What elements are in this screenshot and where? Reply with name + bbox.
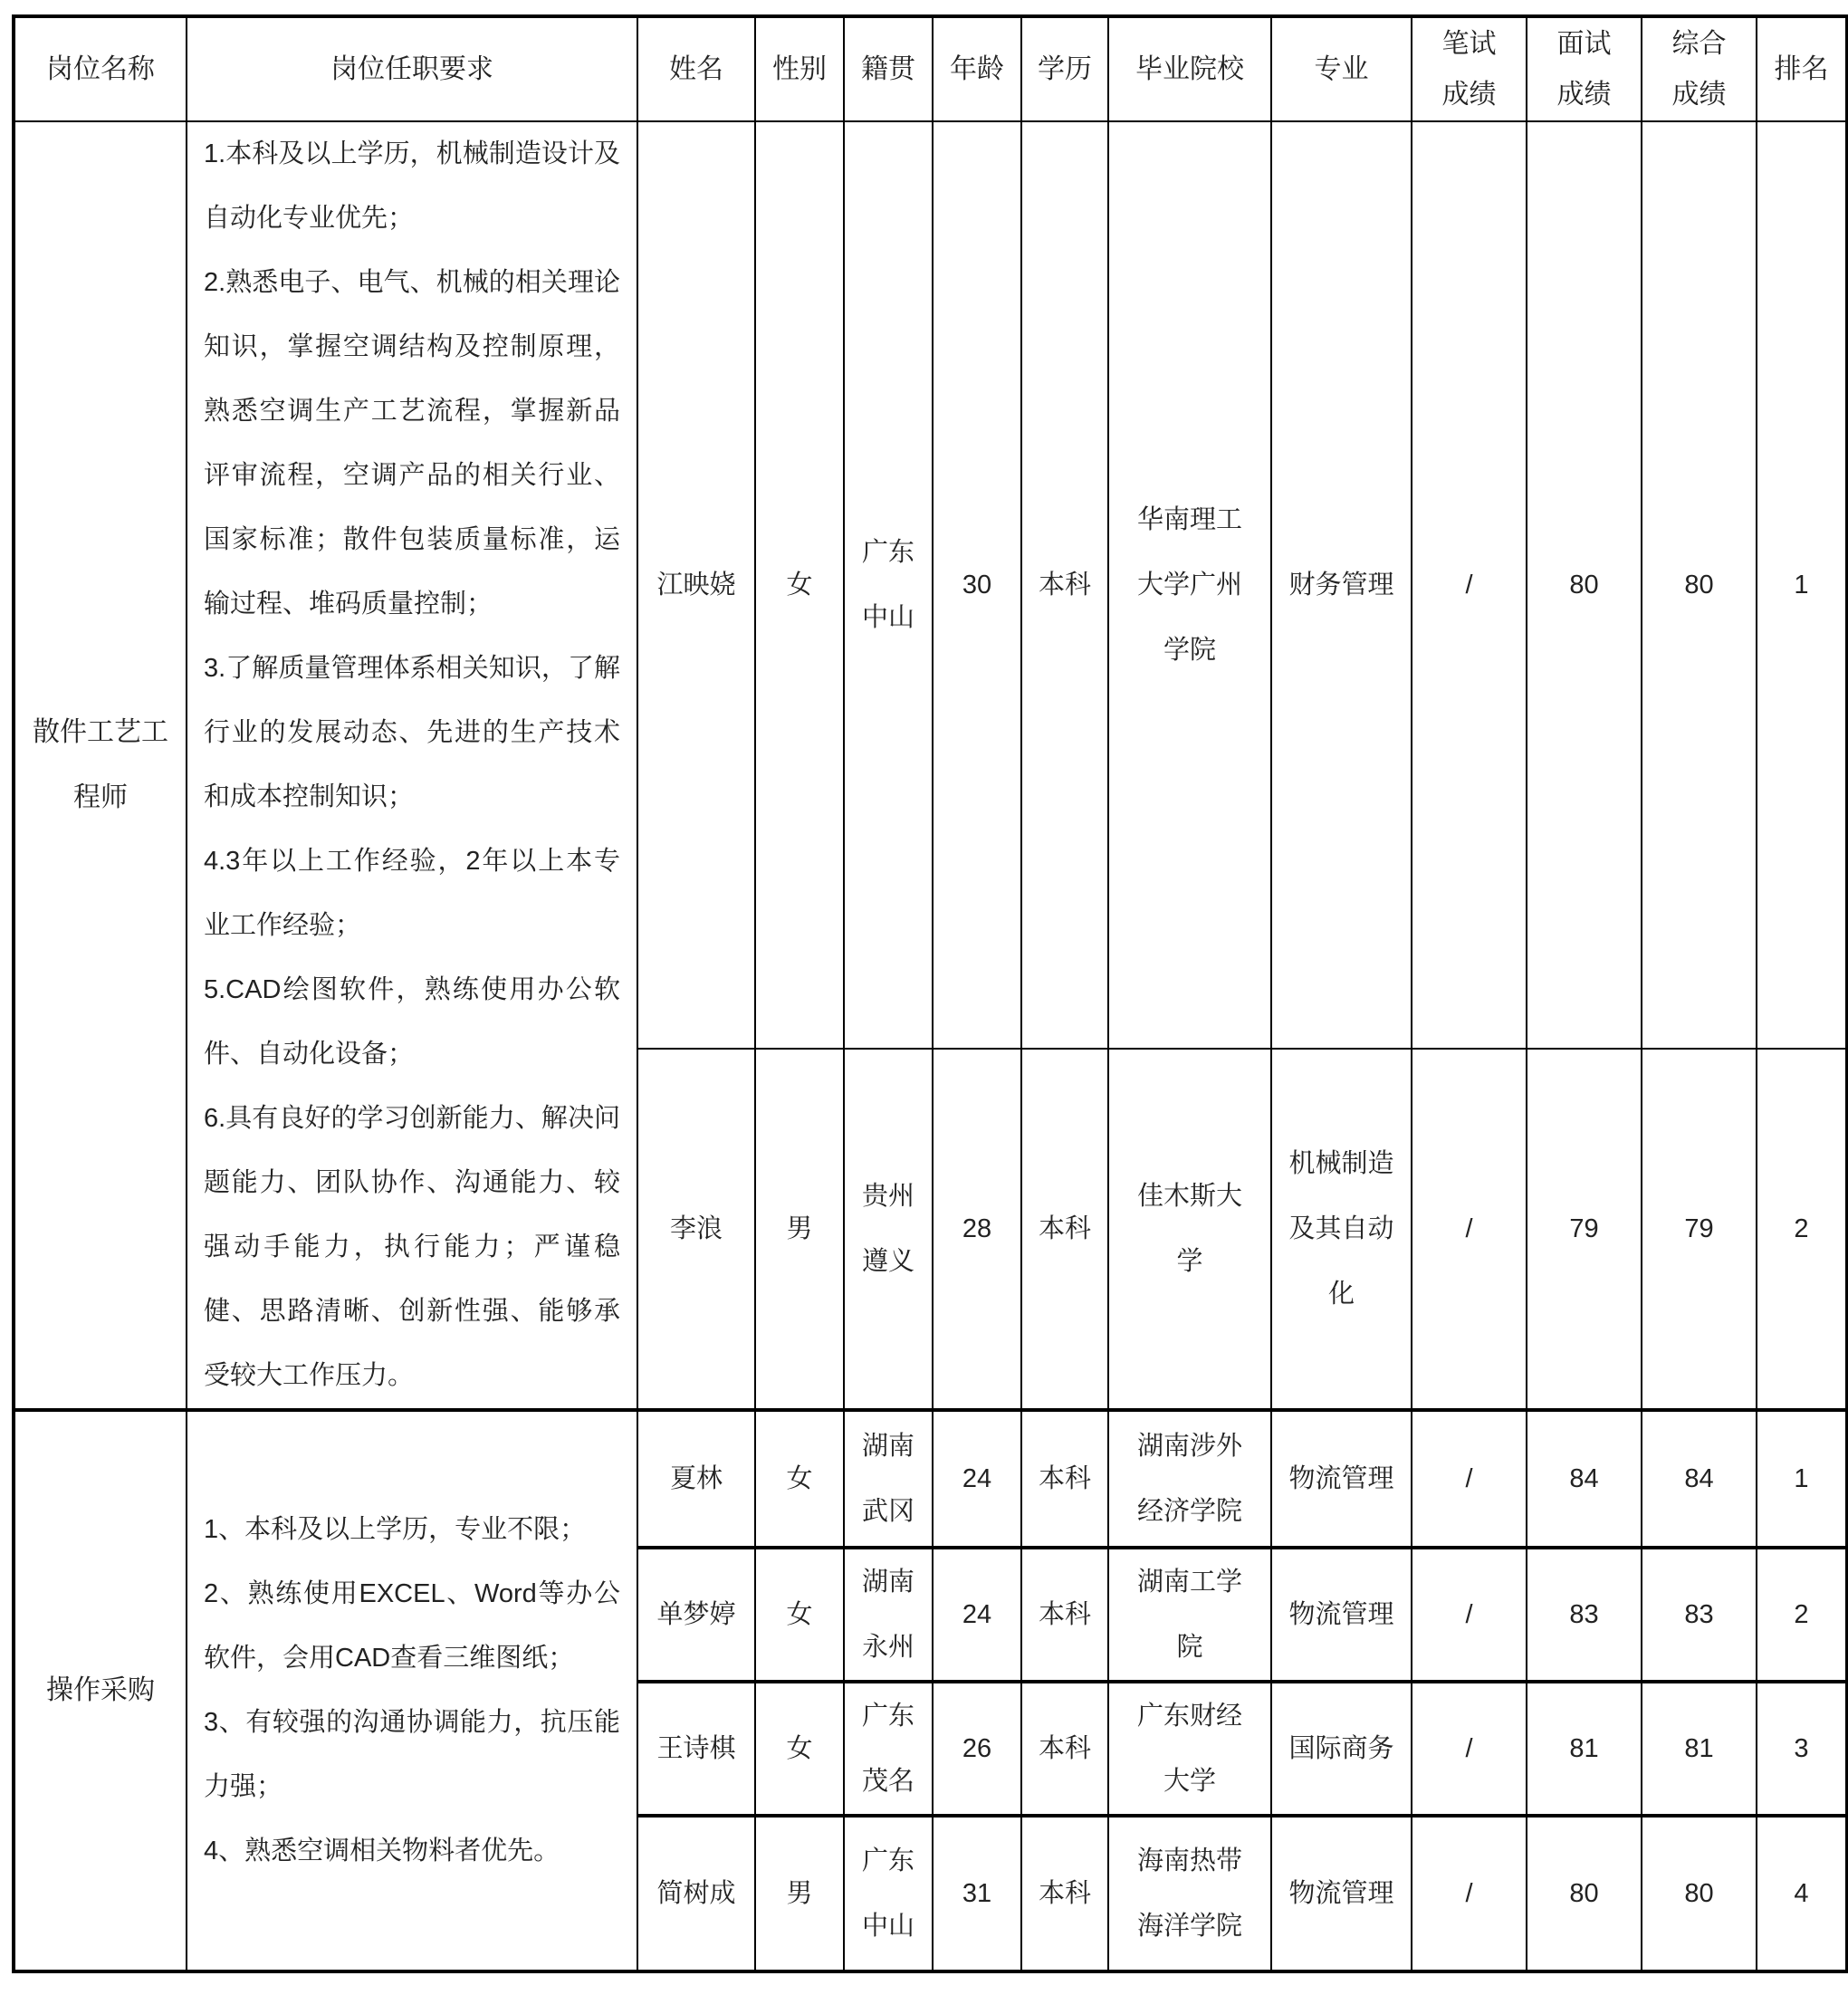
requirement-item: 5.CAD绘图软件，熟练使用办公软件、自动化设备； — [204, 975, 620, 1069]
requirement-item: 2.熟悉电子、电气、机械的相关理论知识，掌握空调结构及控制原理，熟悉空调生产工艺流程，掌握新品评审流程，空调产品的相关行业、国家标准；散件包装质量标准，运输过程、堆码质量控制； — [204, 268, 620, 619]
header-major: 专业 — [1271, 16, 1412, 121]
header-interview-line2: 成绩 — [1556, 79, 1612, 110]
cell-gender: 女 — [755, 1410, 844, 1548]
cell-interview-score: 79 — [1527, 1049, 1642, 1410]
document-page — [0, 14, 1848, 1995]
cell-name: 单梦婷 — [637, 1548, 755, 1682]
cell-interview-score: 80 — [1527, 121, 1642, 1049]
header-rank: 排名 — [1757, 16, 1847, 121]
cell-written-score: / — [1412, 1548, 1527, 1682]
cell-school: 湖南涉外经济学院 — [1108, 1410, 1271, 1548]
cell-age: 28 — [933, 1049, 1021, 1410]
cell-education: 本科 — [1021, 1682, 1108, 1816]
cell-age: 30 — [933, 121, 1021, 1049]
cell-major: 物流管理 — [1271, 1548, 1412, 1682]
cell-name: 李浪 — [637, 1049, 755, 1410]
cell-written-score: / — [1412, 1049, 1527, 1410]
cell-rank: 2 — [1757, 1548, 1847, 1682]
cell-school: 海南热带海洋学院 — [1108, 1816, 1271, 1971]
cell-interview-score: 83 — [1527, 1548, 1642, 1682]
requirement-item: 3.了解质量管理体系相关知识，了解行业的发展动态、先进的生产技术和成本控制知识； — [204, 654, 620, 811]
cell-school: 华南理工大学广州学院 — [1108, 121, 1271, 1049]
cell-age: 24 — [933, 1410, 1021, 1548]
header-overall-score — [1642, 16, 1757, 121]
cell-gender: 男 — [755, 1816, 844, 1971]
header-written-line1: 笔试 — [1441, 28, 1497, 59]
header-gender: 性别 — [755, 16, 844, 121]
cell-name: 王诗棋 — [637, 1682, 755, 1816]
cell-hometown: 湖南永州 — [844, 1548, 933, 1682]
cell-name: 夏林 — [637, 1410, 755, 1548]
cell-education: 本科 — [1021, 1410, 1108, 1548]
cell-school: 广东财经大学 — [1108, 1682, 1271, 1816]
cell-overall-score: 81 — [1642, 1682, 1757, 1816]
cell-hometown: 湖南武冈 — [844, 1410, 933, 1548]
cell-name: 江映娆 — [637, 121, 755, 1049]
cell-gender: 女 — [755, 1548, 844, 1682]
cell-major: 物流管理 — [1271, 1816, 1412, 1971]
requirement-item: 1、本科及以上学历，专业不限； — [204, 1515, 587, 1544]
cell-overall-score: 83 — [1642, 1548, 1757, 1682]
cell-position-group2: 操作采购 — [14, 1410, 187, 1971]
cell-name: 简树成 — [637, 1816, 755, 1971]
header-education: 学历 — [1021, 16, 1108, 121]
table-row — [14, 121, 1847, 1049]
cell-education: 本科 — [1021, 121, 1108, 1049]
requirement-item: 1.本科及以上学历，机械制造设计及自动化专业优先； — [204, 139, 620, 233]
header-overall-line2: 成绩 — [1671, 79, 1727, 110]
cell-requirements-group2 — [187, 1410, 637, 1971]
cell-major: 财务管理 — [1271, 121, 1412, 1049]
cell-rank: 2 — [1757, 1049, 1847, 1410]
cell-position-group1: 散件工艺工程师 — [14, 121, 187, 1410]
cell-interview-score: 84 — [1527, 1410, 1642, 1548]
cell-school: 湖南工学院 — [1108, 1548, 1271, 1682]
cell-hometown: 广东中山 — [844, 121, 933, 1049]
cell-hometown: 广东中山 — [844, 1816, 933, 1971]
cell-gender: 女 — [755, 1682, 844, 1816]
recruitment-results-table — [12, 14, 1848, 1973]
cell-gender: 男 — [755, 1049, 844, 1410]
header-row — [14, 16, 1847, 121]
cell-overall-score: 80 — [1642, 1816, 1757, 1971]
cell-overall-score: 80 — [1642, 121, 1757, 1049]
header-written-score — [1412, 16, 1527, 121]
requirement-item: 3、有较强的沟通协调能力，抗压能力强； — [204, 1708, 620, 1801]
header-requirements: 岗位任职要求 — [187, 16, 637, 121]
requirement-item: 4.3年以上工作经验，2年以上本专业工作经验； — [204, 847, 620, 940]
cell-education: 本科 — [1021, 1049, 1108, 1410]
cell-age: 31 — [933, 1816, 1021, 1971]
header-interview-score — [1527, 16, 1642, 121]
header-interview-line1: 面试 — [1556, 28, 1612, 59]
header-position: 岗位名称 — [14, 16, 187, 121]
cell-written-score: / — [1412, 1816, 1527, 1971]
cell-education: 本科 — [1021, 1816, 1108, 1971]
cell-overall-score: 79 — [1642, 1049, 1757, 1410]
requirement-item: 4、熟悉空调相关物料者优先。 — [204, 1837, 560, 1866]
table-row — [14, 1410, 1847, 1548]
cell-interview-score: 81 — [1527, 1682, 1642, 1816]
cell-interview-score: 80 — [1527, 1816, 1642, 1971]
header-overall-line1: 综合 — [1671, 28, 1727, 59]
header-hometown: 籍贯 — [844, 16, 933, 121]
cell-overall-score: 84 — [1642, 1410, 1757, 1548]
requirement-item: 6.具有良好的学习创新能力、解决问题能力、团队协作、沟通能力、较强动手能力，执行能力；严谨稳健、思路清晰、创新性强、能够承受较大工作压力。 — [204, 1104, 620, 1390]
header-school: 毕业院校 — [1108, 16, 1271, 121]
cell-written-score: / — [1412, 1410, 1527, 1548]
cell-written-score: / — [1412, 1682, 1527, 1816]
cell-age: 26 — [933, 1682, 1021, 1816]
cell-education: 本科 — [1021, 1548, 1108, 1682]
header-name: 姓名 — [637, 16, 755, 121]
header-written-line2: 成绩 — [1441, 79, 1497, 110]
cell-requirements-group1 — [187, 121, 637, 1410]
cell-gender: 女 — [755, 121, 844, 1049]
cell-major: 物流管理 — [1271, 1410, 1412, 1548]
cell-hometown: 广东茂名 — [844, 1682, 933, 1816]
cell-rank: 3 — [1757, 1682, 1847, 1816]
cell-rank: 1 — [1757, 1410, 1847, 1548]
cell-major: 国际商务 — [1271, 1682, 1412, 1816]
header-age: 年龄 — [933, 16, 1021, 121]
cell-major: 机械制造及其自动化 — [1271, 1049, 1412, 1410]
cell-school: 佳木斯大学 — [1108, 1049, 1271, 1410]
cell-rank: 1 — [1757, 121, 1847, 1049]
cell-hometown: 贵州遵义 — [844, 1049, 933, 1410]
cell-age: 24 — [933, 1548, 1021, 1682]
requirement-item: 2、熟练使用EXCEL、Word等办公软件，会用CAD查看三维图纸； — [204, 1579, 620, 1673]
cell-rank: 4 — [1757, 1816, 1847, 1971]
cell-written-score: / — [1412, 121, 1527, 1049]
